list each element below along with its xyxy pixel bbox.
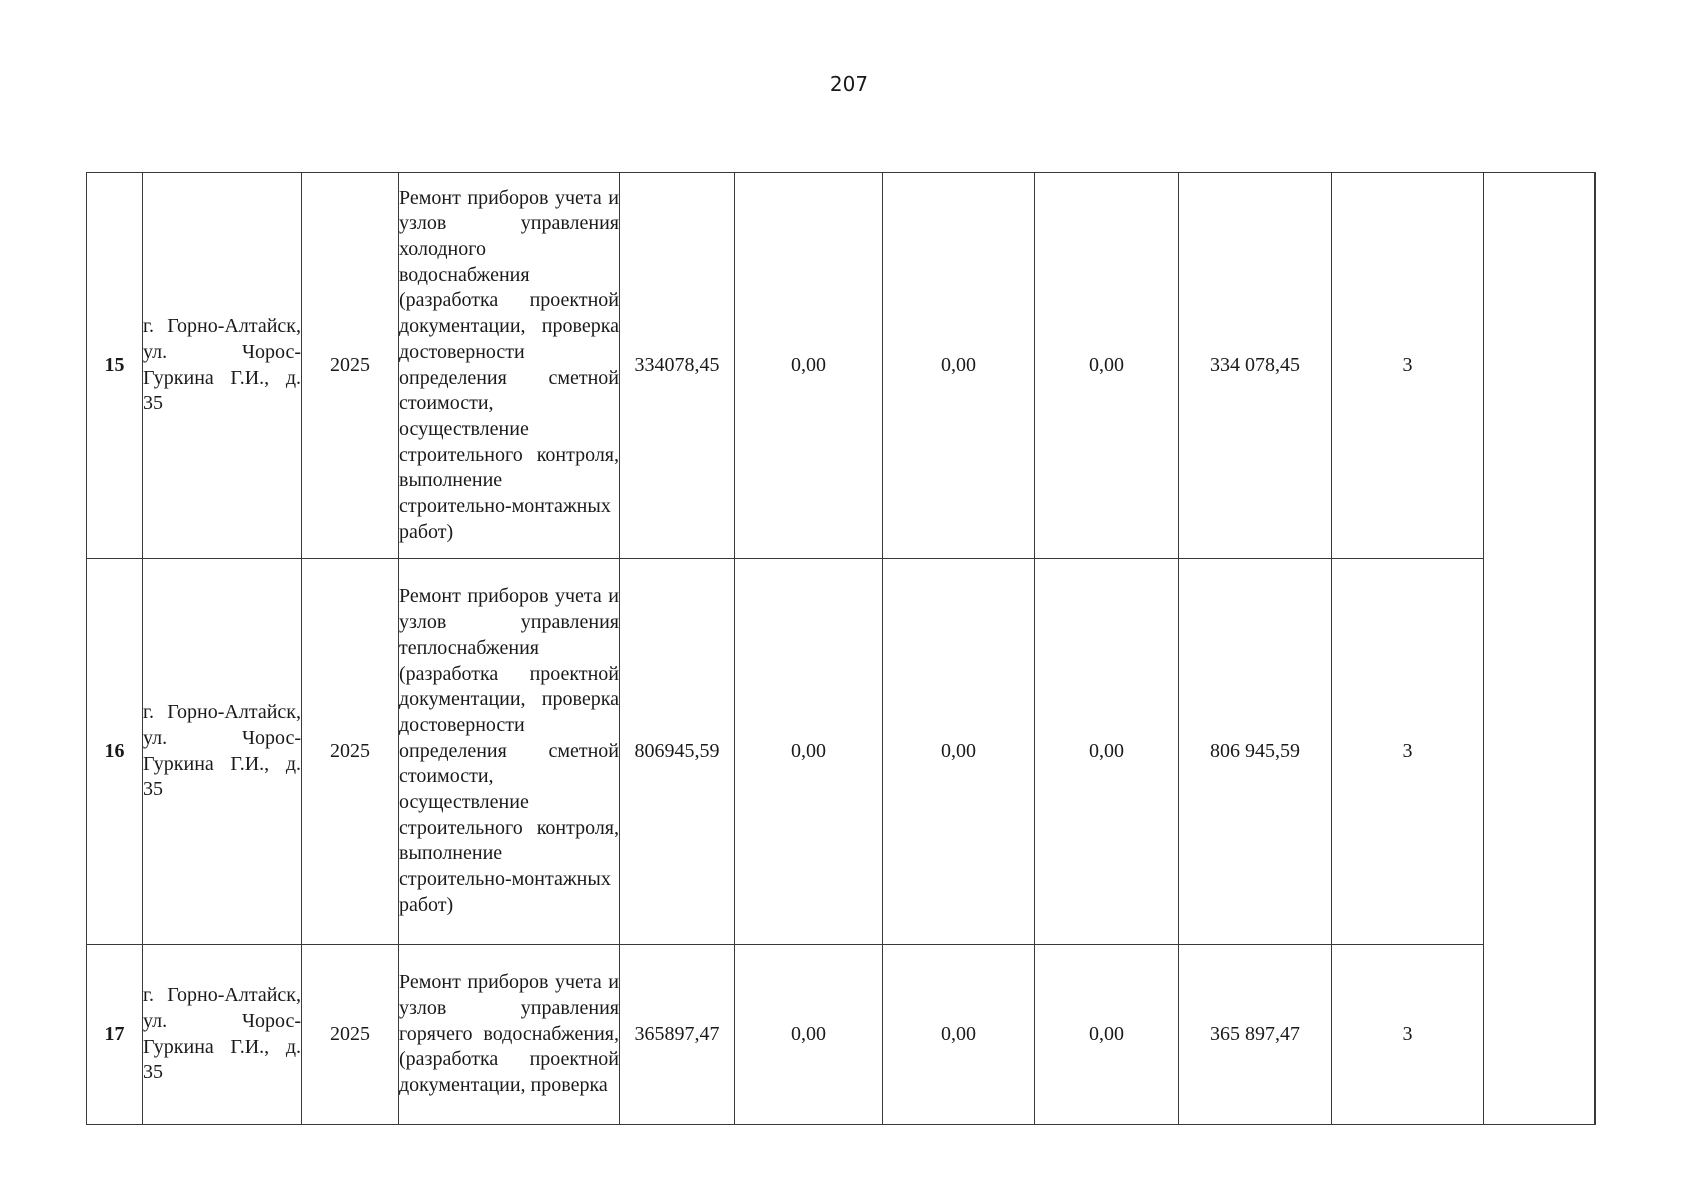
table-row bbox=[87, 945, 1596, 1125]
term-cell: 3 bbox=[1332, 559, 1484, 945]
fund-cell-1: 0,00 bbox=[735, 173, 883, 559]
fund-cell-3: 0,00 bbox=[1035, 173, 1179, 559]
fund-cell-1: 0,00 bbox=[735, 559, 883, 945]
fund-cell-2: 0,00 bbox=[883, 173, 1035, 559]
address-cell: г. Горно-Алтайск, ул. Чорос-Гуркина Г.И., д. 35 bbox=[143, 559, 302, 945]
cost-cell: 365897,47 bbox=[620, 945, 735, 1125]
total-cell: 806 945,59 bbox=[1179, 559, 1332, 945]
term-cell: 3 bbox=[1332, 173, 1484, 559]
empty-column bbox=[1484, 173, 1596, 1125]
capital-repair-table bbox=[86, 172, 1596, 1125]
fund-cell-3: 0,00 bbox=[1035, 559, 1179, 945]
works-description: Ремонт приборов учета и узлов управления теплоснабжения (разработка проектной документации, проверка достоверности определения сметной стоимости, осуществление строительного контроля, выполнение строительно-монтажных работ) bbox=[399, 559, 620, 945]
address-cell: г. Горно-Алтайск, ул. Чорос-Гуркина Г.И., д. 35 bbox=[143, 173, 302, 559]
term-cell: 3 bbox=[1332, 945, 1484, 1125]
total-cell: 365 897,47 bbox=[1179, 945, 1332, 1125]
row-number: 15 bbox=[87, 173, 143, 559]
table-right-border bbox=[1594, 172, 1595, 1125]
row-number: 17 bbox=[87, 945, 143, 1125]
fund-cell-1: 0,00 bbox=[735, 945, 883, 1125]
page-number: 207 bbox=[829, 72, 869, 96]
total-cell: 334 078,45 bbox=[1179, 173, 1332, 559]
works-description: Ремонт приборов учета и узлов управления горячего водоснабжения, (разработка проектной документации, проверка bbox=[399, 945, 620, 1125]
row-number: 16 bbox=[87, 559, 143, 945]
cost-cell: 806945,59 bbox=[620, 559, 735, 945]
cost-cell: 334078,45 bbox=[620, 173, 735, 559]
works-description: Ремонт приборов учета и узлов управления холодного водоснабжения (разработка проектной документации, проверка достоверности определения сметной стоимости, осуществление строительного контроля, выполнение строительно-монтажных работ) bbox=[399, 173, 620, 559]
address-cell: г. Горно-Алтайск, ул. Чорос-Гуркина Г.И., д. 35 bbox=[143, 945, 302, 1125]
table-row bbox=[87, 559, 1596, 945]
table-row bbox=[87, 173, 1596, 559]
year-cell: 2025 bbox=[302, 559, 399, 945]
year-cell: 2025 bbox=[302, 945, 399, 1125]
fund-cell-3: 0,00 bbox=[1035, 945, 1179, 1125]
year-cell: 2025 bbox=[302, 173, 399, 559]
fund-cell-2: 0,00 bbox=[883, 945, 1035, 1125]
fund-cell-2: 0,00 bbox=[883, 559, 1035, 945]
